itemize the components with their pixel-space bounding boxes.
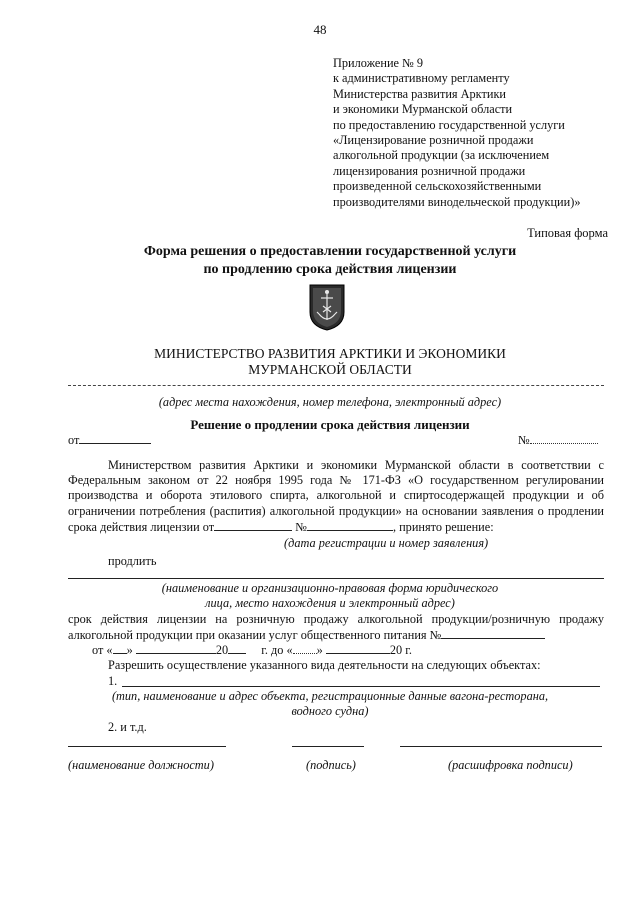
license-number-label: № <box>429 628 442 643</box>
permit-text: Разрешить осуществление указанного вида деятельности на следующих объектах: <box>108 658 541 672</box>
day-to-blank[interactable] <box>293 642 317 654</box>
decoding-line <box>400 746 602 747</box>
decision-title: Решение о продлении срока действия лицензии <box>190 417 470 432</box>
application-number-label: № <box>295 519 307 534</box>
application-date-blank[interactable] <box>214 519 292 531</box>
appendix-line: лицензирования розничной продажи <box>333 163 526 178</box>
position-line <box>68 746 226 747</box>
period-row <box>92 642 412 658</box>
year-prefix: 20 <box>215 643 229 657</box>
day-from-blank[interactable] <box>113 642 127 654</box>
appendix-line: «Лицензирование розничной продажи <box>333 133 534 148</box>
appendix-line: к административному регламенту <box>333 71 510 86</box>
address-caption: (адрес места нахождения, номер телефона, электронный адрес) <box>158 395 502 409</box>
paragraph-ending: , принято решение: <box>392 519 494 534</box>
appendix-line: производителями винодельческой продукции)» <box>333 194 581 209</box>
from-label: от <box>68 433 80 447</box>
month-to-blank[interactable] <box>326 642 390 654</box>
caption-line: лица, место нахождения и электронный адрес) <box>205 596 455 610</box>
number-label: № <box>518 433 530 447</box>
object-caption <box>0 689 640 719</box>
quote-close: » <box>316 643 323 657</box>
licensee-caption <box>0 581 640 611</box>
form-title-line: по продлению срока действия лицензии <box>203 262 457 277</box>
period-to-label: г. до « <box>261 643 293 657</box>
coat-of-arms-icon <box>307 282 347 332</box>
decoding-caption: (расшифровка подписи) <box>448 758 573 772</box>
form-title-line: Форма решения о предоставлении государственной услуги <box>143 244 517 259</box>
signature-line <box>292 746 364 747</box>
number-field <box>518 432 598 448</box>
appendix-line: произведенной сельскохозяйственными <box>333 179 542 194</box>
position-caption: (наименование должности) <box>68 758 214 772</box>
item-number: 1. <box>108 674 118 688</box>
address-line <box>68 385 604 386</box>
year-suffix: 20 г. <box>389 643 412 657</box>
registration-caption: (дата регистрации и номер заявления) <box>284 536 489 550</box>
appendix-line: Министерства развития Арктики <box>333 86 507 101</box>
appendix-line: и экономики Мурманской области <box>333 102 513 117</box>
caption-line: (наименование и организационно-правовая форма юридического <box>161 581 499 595</box>
item-1 <box>108 674 117 689</box>
object-line <box>122 686 600 687</box>
appendix-block <box>333 56 580 210</box>
typical-form-label: Типовая форма <box>527 226 608 240</box>
appendix-line: по предоставлению государственной услуги <box>333 117 565 132</box>
licensee-line <box>68 578 604 579</box>
item-2: 2. и т.д. <box>108 720 147 734</box>
ministry-line: МИНИСТЕРСТВО РАЗВИТИЯ АРКТИКИ И ЭКОНОМИКИ <box>154 346 506 361</box>
quote-close: » <box>126 643 133 657</box>
license-paragraph <box>68 612 604 643</box>
caption-line: водного судна) <box>291 704 369 718</box>
appendix-line: алкогольной продукции (за исключением <box>333 148 550 163</box>
application-number-blank[interactable] <box>307 519 393 531</box>
page-number: 48 <box>313 22 327 37</box>
month-from-blank[interactable] <box>136 642 216 654</box>
number-blank[interactable] <box>530 432 598 444</box>
caption-line: (тип, наименование и адрес объекта, регистрационные данные вагона-ресторана, <box>111 689 549 703</box>
date-field <box>68 432 151 448</box>
appendix-line: Приложение № 9 <box>333 56 424 70</box>
ministry-line: МУРМАНСКОЙ ОБЛАСТИ <box>248 362 412 377</box>
paragraph-text: Министерством развития Арктики и экономики Мурманской области в соответствии с Федеральным законом от 22 ноября 1995 года № 171-ФЗ «О государственном регулировании производства и оборота этилового спирта, алкогольной и спиртосодержащей продукции и об ограничении потребления (распития) алкогольной продукции» на основании заявления о продлении срока действия лицензии от <box>68 458 604 534</box>
signature-caption: (подпись) <box>306 758 356 772</box>
date-blank[interactable] <box>79 432 151 444</box>
year-from-blank[interactable] <box>228 642 246 654</box>
decision-paragraph <box>68 458 604 535</box>
period-from-label: от « <box>92 643 113 657</box>
ministry-name <box>0 346 640 378</box>
form-title <box>0 243 640 279</box>
extend-label: продлить <box>108 554 157 568</box>
paragraph-text: срок действия лицензии на розничную продажу алкогольной продукции/розничную продажу алкогольной продукции при оказании услуг общественного питания <box>68 612 604 643</box>
license-number-blank[interactable] <box>441 627 545 639</box>
